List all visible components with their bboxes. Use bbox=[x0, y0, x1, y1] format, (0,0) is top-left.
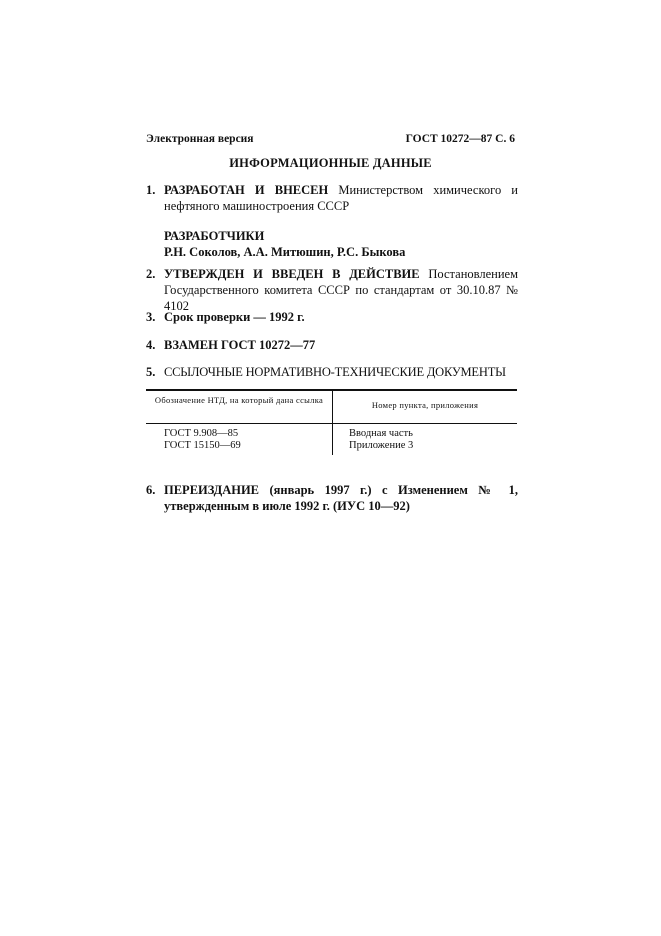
page-title: ИНФОРМАЦИОННЫЕ ДАННЫЕ bbox=[229, 156, 432, 170]
item-text: ССЫЛОЧНЫЕ НОРМАТИВНО-ТЕХНИЧЕСКИЕ ДОКУМЕНТЫ bbox=[164, 365, 506, 379]
item-3 bbox=[146, 309, 518, 325]
item-6 bbox=[146, 482, 518, 514]
item-bold-text: ПЕРЕИЗДАНИЕ bbox=[164, 483, 260, 497]
item-2 bbox=[146, 266, 518, 314]
item-number: 1. bbox=[146, 183, 156, 197]
item-number: 4. bbox=[146, 338, 156, 352]
table-column-designation bbox=[164, 428, 241, 452]
item-text: Срок проверки — 1992 г. bbox=[164, 310, 305, 324]
table-cell: Вводная часть bbox=[349, 428, 413, 439]
table-column-clause bbox=[349, 428, 413, 452]
table-cell: Приложение 3 bbox=[349, 440, 414, 451]
table-cell: ГОСТ 9.908—85 bbox=[164, 428, 239, 439]
table-header-rule bbox=[146, 423, 517, 424]
header-right: ГОСТ 10272—87 С. 6 bbox=[405, 133, 515, 145]
item-number: 6. bbox=[146, 483, 156, 497]
header-left: Электронная версия bbox=[146, 133, 254, 145]
table-header-clause: Номер пункта, приложения bbox=[371, 400, 479, 410]
item-number: 5. bbox=[146, 365, 156, 379]
item-4 bbox=[146, 337, 518, 353]
table-cell: ГОСТ 15150—69 bbox=[164, 440, 241, 451]
item-number: 2. bbox=[146, 267, 156, 281]
developers-names: Р.Н. Соколов, А.А. Митюшин, Р.С. Быкова bbox=[164, 245, 406, 259]
item-text: Министерством химического и нефтяного машиностроения СССР bbox=[164, 183, 518, 213]
item-bold-text: РАЗРАБОТАН И ВНЕСЕН bbox=[164, 183, 329, 197]
developers-heading: РАЗРАБОТЧИКИ bbox=[164, 229, 265, 243]
item-text: ВЗАМЕН ГОСТ 10272—77 bbox=[164, 338, 316, 352]
item-bold-text: УТВЕРЖДЕН И ВВЕДЕН В ДЕЙСТВИЕ bbox=[164, 267, 420, 281]
item-number: 3. bbox=[146, 310, 156, 324]
item-5 bbox=[146, 364, 518, 380]
table-header-designation: Обозначение НТД, на который дана ссылка bbox=[154, 395, 324, 405]
item-text: Постановлением Государственного комитета СССР по стандартам от 30.10.87 № 4102 bbox=[164, 267, 518, 313]
item-text: (январь 1997 г.) с Изменением № 1, утвержденным в июле 1992 г. (ИУС 10—92) bbox=[164, 483, 518, 513]
item-1 bbox=[146, 182, 518, 260]
